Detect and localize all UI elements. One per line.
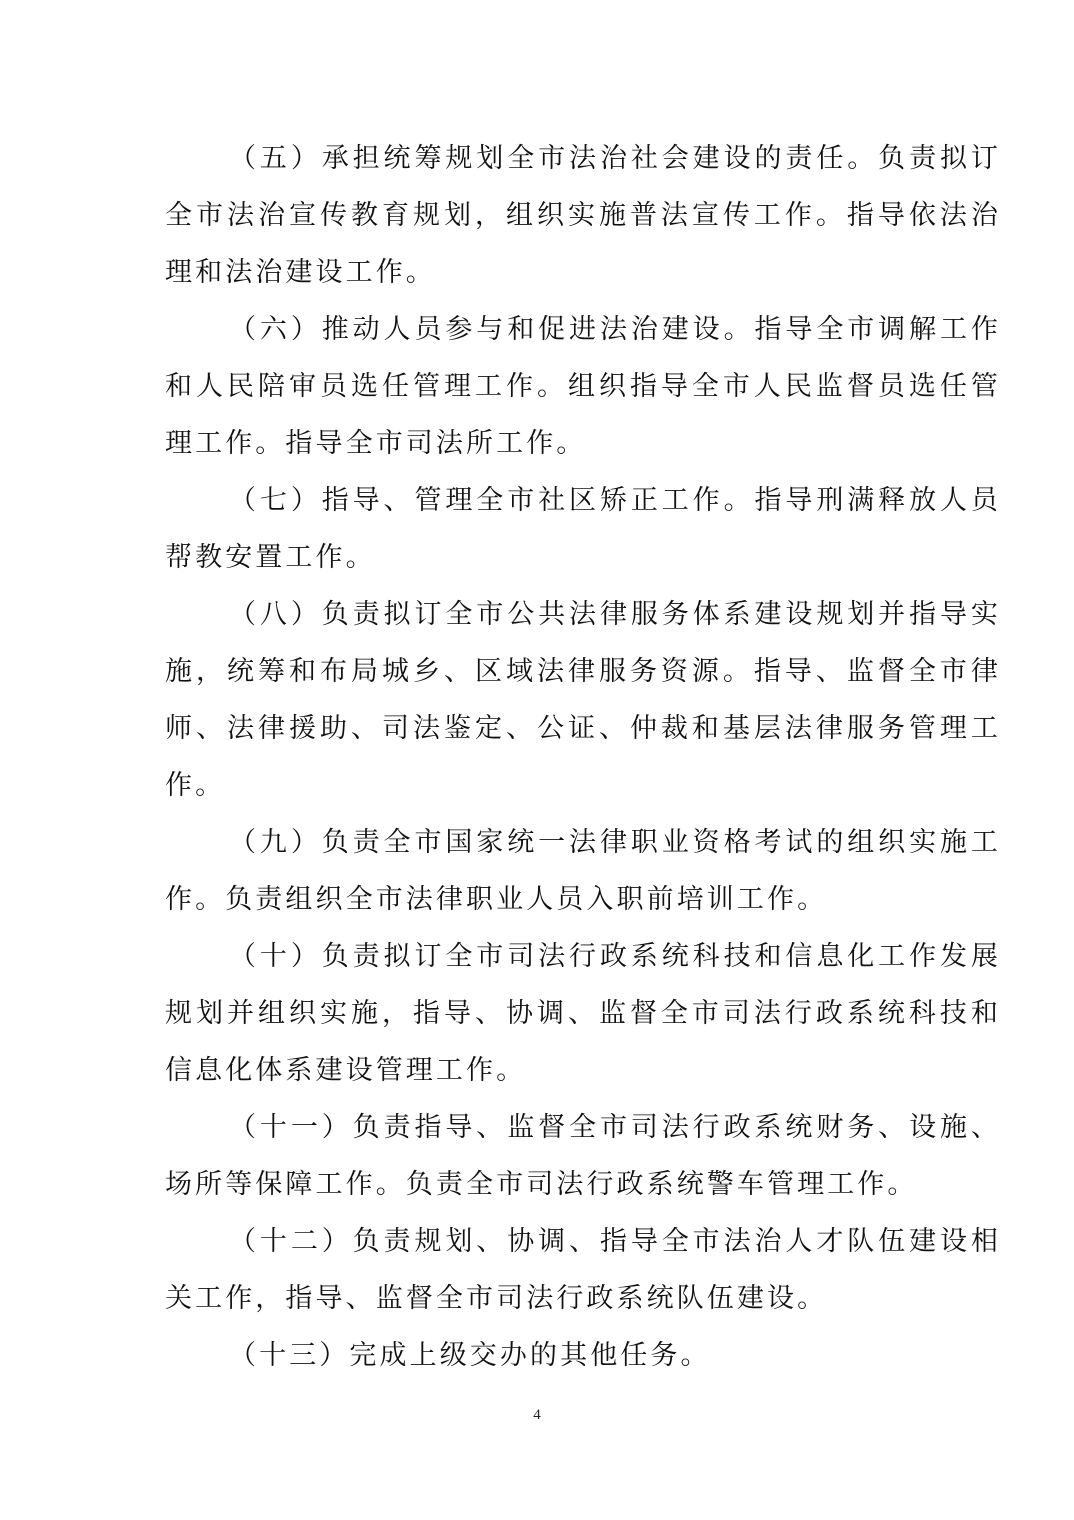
paragraph-item-5: （五）承担统筹规划全市法治社会建设的责任。负责拟订全市法治宣传教育规划，组织实施普法宣传工作。指导依法治理和法治建设工作。 (165, 143, 1001, 288)
paragraph-item-10: （十）负责拟订全市司法行政系统科技和信息化工作发展规划并组织实施，指导、协调、监督全市司法行政系统科技和信息化体系建设管理工作。 (165, 941, 1001, 1086)
paragraph-item-8: （八）负责拟订全市公共法律服务体系建设规划并指导实施，统筹和布局城乡、区域法律服务资源。指导、监督全市律师、法律援助、司法鉴定、公证、仲裁和基层法律服务管理工作。 (165, 599, 1001, 801)
paragraph-item-13: （十三）完成上级交办的其他任务。 (229, 1340, 711, 1371)
document-body (165, 130, 1001, 1384)
paragraph-item-9: （九）负责全市国家统一法律职业资格考试的组织实施工作。负责组织全市法律职业人员入职前培训工作。 (165, 827, 1001, 915)
paragraph-item-11: （十一）负责指导、监督全市司法行政系统财务、设施、场所等保障工作。负责全市司法行政系统警车管理工作。 (165, 1112, 1001, 1200)
paragraph-item-7: （七）指导、管理全市社区矫正工作。指导刑满释放人员帮教安置工作。 (165, 485, 1001, 573)
paragraph-item-6: （六）推动人员参与和促进法治建设。指导全市调解工作和人民陪审员选任管理工作。组织指导全市人民监督员选任管理工作。指导全市司法所工作。 (165, 314, 1001, 459)
paragraph-item-12: （十二）负责规划、协调、指导全市法治人才队伍建设相关工作，指导、监督全市司法行政系统队伍建设。 (165, 1226, 1001, 1314)
page-number: 4 (533, 1407, 541, 1423)
